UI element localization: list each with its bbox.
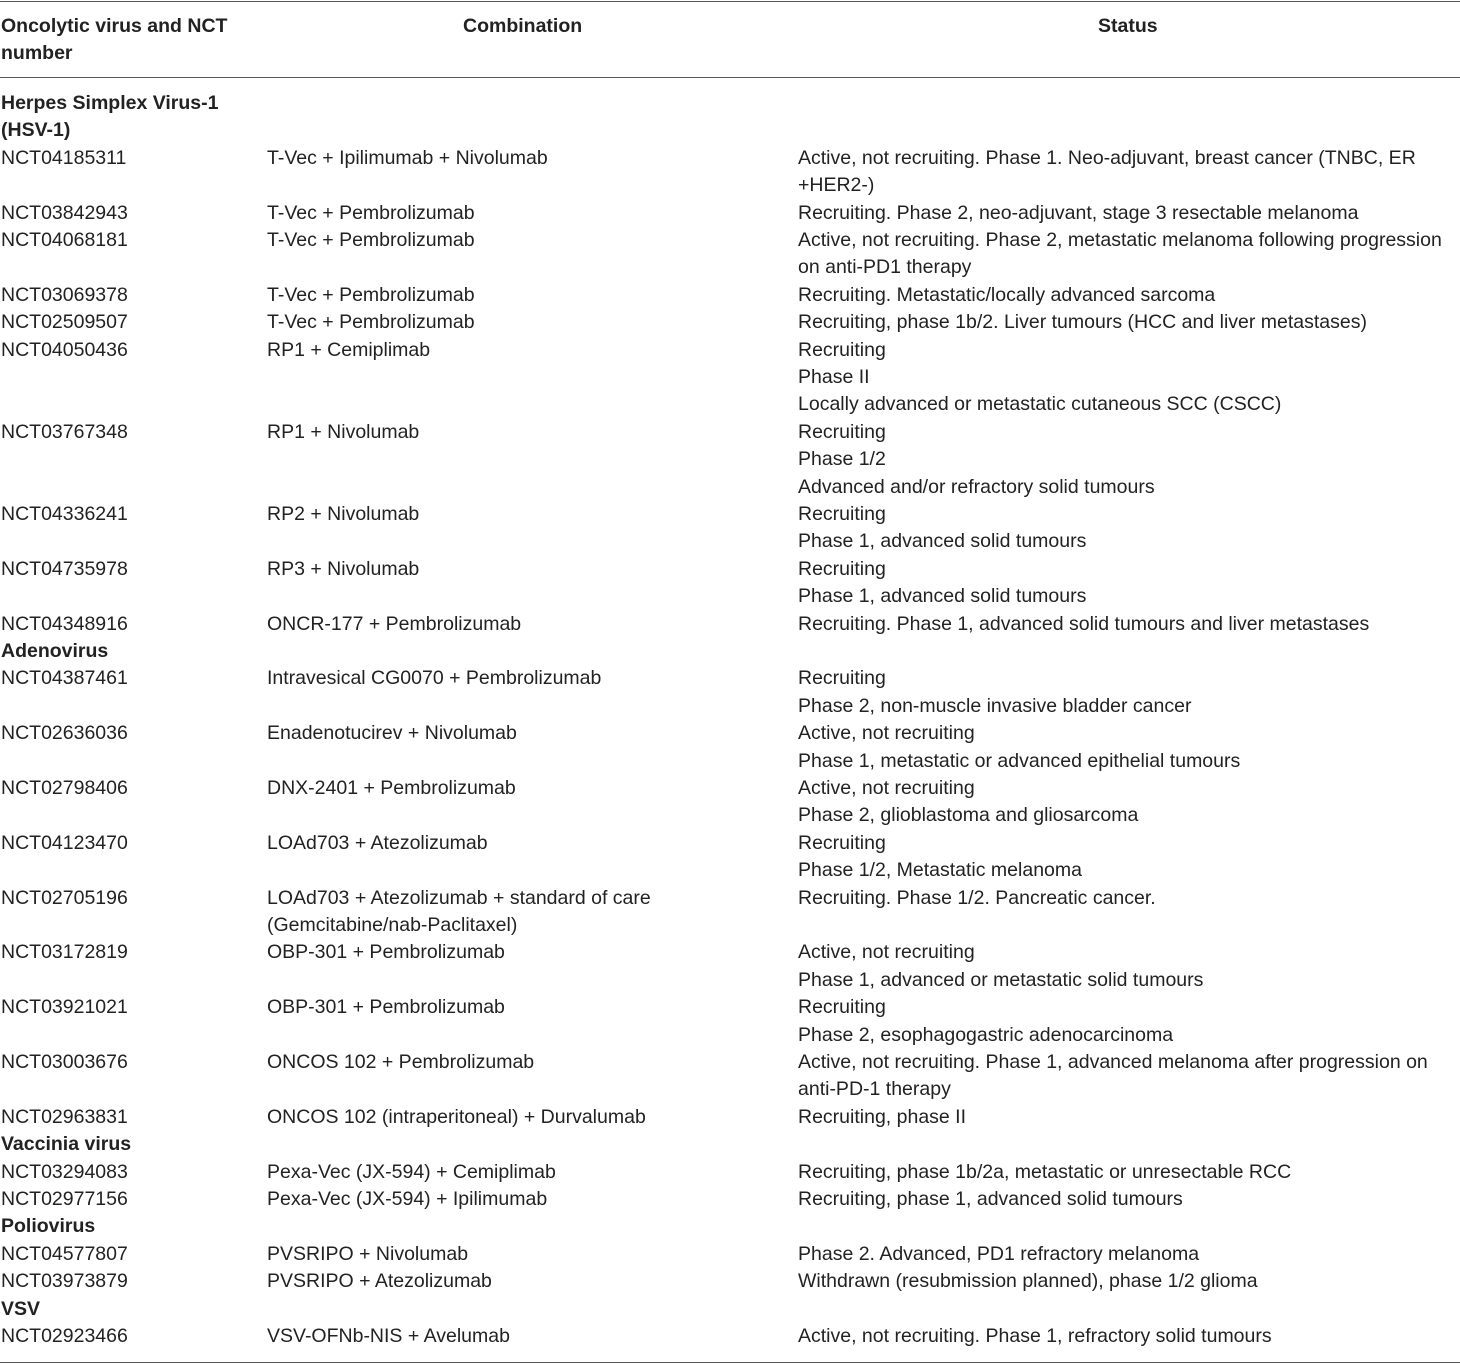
status-line: anti-PD-1 therapy <box>798 1078 951 1101</box>
status-line: Phase 2, non-muscle invasive bladder cancer <box>798 694 1192 717</box>
combination <box>267 419 419 446</box>
combination-line: ONCOS 102 + Pembrolizumab <box>267 1051 535 1073</box>
nct-number: NCT03842943 <box>1 201 128 224</box>
status <box>798 227 1442 282</box>
section-heading <box>1 90 219 145</box>
status-line: Recruiting. Metastatic/locally advanced sarcoma <box>798 283 1216 306</box>
status <box>798 419 1155 501</box>
section-heading <box>1 1131 131 1158</box>
nct-number: NCT04735978 <box>1 557 128 580</box>
section-heading-line: VSV <box>1 1297 41 1320</box>
status-line: Active, not recruiting <box>798 777 975 799</box>
section-heading-line: Vaccinia virus <box>1 1133 132 1156</box>
section-heading-line: (HSV-1) <box>1 119 71 142</box>
status <box>798 1186 1183 1213</box>
header-combination: Combination <box>463 15 583 37</box>
combination <box>267 282 475 309</box>
combination <box>267 200 475 227</box>
status-line: Active, not recruiting. Phase 2, metastatic melanoma following progression <box>798 229 1442 251</box>
combination <box>267 145 548 172</box>
nct-number: NCT03973879 <box>1 1270 128 1293</box>
header-rule <box>0 77 1460 78</box>
combination <box>267 830 488 857</box>
combination-line: Pexa-Vec (JX-594) + Ipilimumab <box>267 1188 548 1210</box>
header-virus-nct <box>1 13 227 67</box>
status-line: Active, not recruiting <box>798 722 975 745</box>
status-line: Active, not recruiting <box>798 941 975 964</box>
nct-number: NCT02798406 <box>1 777 128 799</box>
status-line: +HER2-) <box>798 174 875 197</box>
header-virus-nct-line: Oncolytic virus and NCT <box>1 15 228 37</box>
combination <box>267 1323 510 1350</box>
combination <box>267 1268 492 1295</box>
combination <box>267 611 521 638</box>
status-line: Active, not recruiting. Phase 1, advanced melanoma after progression on <box>798 1051 1428 1073</box>
status-line: Withdrawn (resubmission planned), phase 1/2 glioma <box>798 1270 1258 1293</box>
combination-line: VSV-OFNb-NIS + Avelumab <box>267 1325 510 1347</box>
status-line: Recruiting, phase 1, advanced solid tumours <box>798 1188 1183 1210</box>
nct-number: NCT03921021 <box>1 996 128 1019</box>
nct-number: NCT03003676 <box>1 1051 128 1073</box>
nct-number: NCT03069378 <box>1 283 128 306</box>
nct-number: NCT04123470 <box>1 831 128 854</box>
status-line: Recruiting. Phase 1/2. Pancreatic cancer. <box>798 886 1156 909</box>
combination <box>267 939 505 966</box>
status-line: Advanced and/or refractory solid tumours <box>798 475 1155 498</box>
status-line: Recruiting, phase II <box>798 1105 967 1128</box>
combination <box>267 309 475 336</box>
combination-line: T-Vec + Pembrolizumab <box>267 283 475 306</box>
combination-line: RP2 + Nivolumab <box>267 503 420 525</box>
header-virus-nct-line: number <box>1 42 73 64</box>
nct-number: NCT04185311 <box>1 146 127 169</box>
combination-line: RP3 + Nivolumab <box>267 557 420 580</box>
combination <box>267 556 419 583</box>
combination-line: T-Vec + Pembrolizumab <box>267 229 475 251</box>
nct-number: NCT02636036 <box>1 722 128 745</box>
nct-number: NCT04336241 <box>1 503 128 525</box>
combination-line: LOAd703 + Atezolizumab + standard of care <box>267 886 651 909</box>
combination <box>267 501 419 528</box>
combination <box>267 227 475 254</box>
combination <box>267 720 517 747</box>
combination-line: LOAd703 + Atezolizumab <box>267 831 488 854</box>
combination <box>267 1241 468 1268</box>
combination <box>267 1049 534 1076</box>
nct-number: NCT04577807 <box>1 1242 128 1265</box>
status-line: Phase 2, esophagogastric adenocarcinoma <box>798 1023 1174 1046</box>
status <box>798 501 1086 556</box>
status-line: on anti-PD1 therapy <box>798 256 972 279</box>
combination-line: (Gemcitabine/nab-Paclitaxel) <box>267 914 518 936</box>
nct-number: NCT02705196 <box>1 886 128 909</box>
nct-number: NCT04050436 <box>1 338 128 361</box>
combination <box>267 1104 646 1131</box>
section-heading-line: Adenovirus <box>1 640 109 662</box>
status-line: Phase 1, advanced solid tumours <box>798 585 1087 608</box>
status-line: Recruiting <box>798 503 886 525</box>
status <box>798 1049 1428 1104</box>
status <box>798 145 1416 200</box>
status-line: Recruiting, phase 1b/2a, metastatic or unresectable RCC <box>798 1160 1292 1183</box>
section-heading <box>1 1213 95 1240</box>
combination-line: T-Vec + Pembrolizumab <box>267 311 475 334</box>
status-line: Phase 1, advanced solid tumours <box>798 530 1087 553</box>
status-line: Phase 1, advanced or metastatic solid tumours <box>798 968 1204 991</box>
combination-line: T-Vec + Ipilimumab + Nivolumab <box>267 146 548 169</box>
combination <box>267 775 516 802</box>
status-line: Recruiting. Phase 1, advanced solid tumours and liver metastases <box>798 612 1370 635</box>
status <box>798 939 1203 994</box>
combination-line: RP1 + Nivolumab <box>267 420 420 443</box>
top-rule <box>0 1 1460 2</box>
status <box>798 1159 1291 1186</box>
status-line: Recruiting <box>798 420 886 443</box>
status-line: Recruiting <box>798 557 886 580</box>
status <box>798 720 1240 775</box>
status-line: Recruiting <box>798 831 886 854</box>
status-line: Recruiting <box>798 338 886 361</box>
section-heading-line: Herpes Simplex Virus-1 <box>1 92 219 114</box>
combination-line: Pexa-Vec (JX-594) + Cemiplimab <box>267 1160 556 1183</box>
combination-line: RP1 + Cemiplimab <box>267 338 431 361</box>
combination-line: Enadenotucirev + Nivolumab <box>267 722 517 745</box>
combination <box>267 1159 556 1186</box>
nct-number: NCT03294083 <box>1 1160 128 1183</box>
section-heading <box>1 638 108 665</box>
combination-line: PVSRIPO + Nivolumab <box>267 1242 469 1265</box>
status-line: Recruiting. Phase 2, neo-adjuvant, stage 3 resectable melanoma <box>798 201 1359 224</box>
status <box>798 1323 1272 1350</box>
bottom-rule <box>0 1362 1460 1363</box>
status <box>798 282 1215 309</box>
status <box>798 1268 1258 1295</box>
status <box>798 611 1369 638</box>
combination-line: OBP-301 + Pembrolizumab <box>267 996 505 1019</box>
header-status: Status <box>1098 15 1158 37</box>
status <box>798 309 1367 336</box>
nct-number: NCT02923466 <box>1 1325 128 1347</box>
status-line: Phase 1/2, Metastatic melanoma <box>798 859 1082 882</box>
status-line: Active, not recruiting. Phase 1. Neo-adjuvant, breast cancer (TNBC, ER <box>798 146 1416 169</box>
nct-number: NCT04348916 <box>1 612 128 635</box>
combination-line: DNX-2401 + Pembrolizumab <box>267 777 516 799</box>
nct-number: NCT02977156 <box>1 1188 128 1210</box>
combination <box>267 665 601 692</box>
status-line: Phase 2, glioblastoma and gliosarcoma <box>798 804 1139 827</box>
status-line: Recruiting, phase 1b/2. Liver tumours (HCC and liver metastases) <box>798 311 1367 334</box>
combination <box>267 994 505 1021</box>
status <box>798 337 1281 419</box>
nct-number: NCT04068181 <box>1 229 128 251</box>
combination <box>267 337 430 364</box>
status <box>798 1241 1199 1268</box>
nct-number: NCT03767348 <box>1 420 128 443</box>
status <box>798 665 1191 720</box>
status <box>798 885 1156 912</box>
status-line: Active, not recruiting. Phase 1, refractory solid tumours <box>798 1325 1272 1347</box>
status <box>798 994 1173 1049</box>
status-line: Phase 2. Advanced, PD1 refractory melanoma <box>798 1242 1200 1265</box>
combination-line: OBP-301 + Pembrolizumab <box>267 941 505 964</box>
status-line: Phase II <box>798 366 870 388</box>
nct-number: NCT02509507 <box>1 311 128 334</box>
status-line: Phase 1, metastatic or advanced epithelial tumours <box>798 749 1241 772</box>
combination-line: ONCR-177 + Pembrolizumab <box>267 612 522 635</box>
status <box>798 830 1082 885</box>
status-line: Recruiting <box>798 996 886 1019</box>
status-line: Phase 1/2 <box>798 448 886 471</box>
status <box>798 1104 966 1131</box>
combination-line: ONCOS 102 (intraperitoneal) + Durvalumab <box>267 1105 646 1128</box>
status <box>798 775 1138 830</box>
status <box>798 200 1358 227</box>
combination <box>267 1186 547 1213</box>
nct-number: NCT03172819 <box>1 941 128 964</box>
combination-line: PVSRIPO + Atezolizumab <box>267 1270 492 1293</box>
section-heading <box>1 1296 40 1323</box>
nct-number: NCT02963831 <box>1 1105 128 1128</box>
status-line: Locally advanced or metastatic cutaneous SCC (CSCC) <box>798 393 1282 416</box>
nct-number: NCT04387461 <box>1 667 128 690</box>
combination-line: Intravesical CG0070 + Pembrolizumab <box>267 667 602 690</box>
combination-line: T-Vec + Pembrolizumab <box>267 201 475 224</box>
section-heading-line: Poliovirus <box>1 1215 96 1238</box>
status <box>798 556 1086 611</box>
status-line: Recruiting <box>798 667 886 690</box>
combination <box>267 885 651 940</box>
